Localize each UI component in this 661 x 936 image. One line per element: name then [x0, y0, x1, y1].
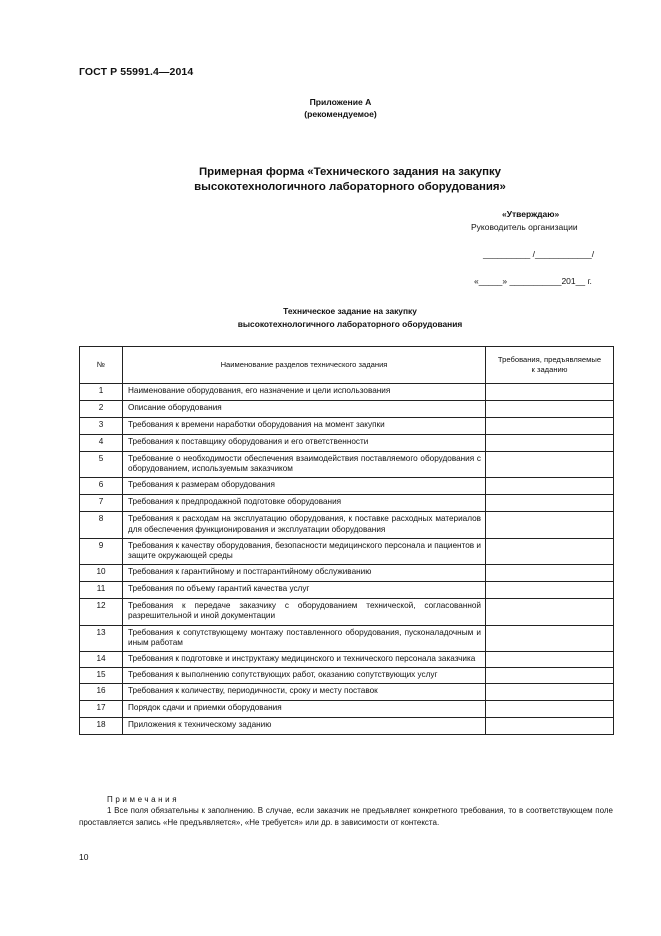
row-number: 3 — [80, 418, 123, 435]
table-row — [80, 384, 614, 401]
row-section: Наименование оборудования, его назначение и цели использования — [123, 384, 486, 401]
form-title-line-2: высокотехнологичного лабораторного оборудования» — [194, 181, 506, 193]
row-section: Требования к количеству, периодичности, сроку и месту поставок — [123, 684, 486, 701]
header-section: Наименование разделов технического задания — [123, 347, 486, 384]
row-number: 16 — [80, 684, 123, 701]
table-row — [80, 701, 614, 718]
table-row — [80, 478, 614, 495]
table-row — [80, 512, 614, 538]
form-title-line-1: Примерная форма «Технического задания на закупку — [198, 166, 502, 178]
row-number: 11 — [80, 582, 123, 599]
row-section: Требования к поставщику оборудования и его ответственности — [123, 435, 486, 452]
requirements-table — [79, 346, 614, 735]
row-number: 8 — [80, 512, 123, 538]
table-row — [80, 582, 614, 599]
row-requirements-cell[interactable] — [486, 625, 614, 651]
standard-code: ГОСТ Р 55991.4—2014 — [79, 66, 194, 78]
approval-position: Руководитель организации — [471, 222, 578, 232]
row-section: Требование о необходимости обеспечения взаимодействия поставляемого оборудования с оборудованием, используемым заказчиком — [123, 452, 486, 478]
table-row — [80, 538, 614, 564]
row-section: Порядок сдачи и приемки оборудования — [123, 701, 486, 718]
table-row — [80, 495, 614, 512]
row-number: 6 — [80, 478, 123, 495]
row-number: 1 — [80, 384, 123, 401]
row-number: 14 — [80, 652, 123, 668]
notes-heading: Примечания — [107, 795, 180, 804]
row-number: 4 — [80, 435, 123, 452]
table-row — [80, 565, 614, 582]
header-requirements-line-1: Требования, предъявляемые — [497, 355, 602, 364]
header-requirements-line-2: к заданию — [531, 365, 568, 374]
signature-line: __________ /____________/ — [483, 249, 595, 259]
row-section: Требования к выполнению сопутствующих работ, оказанию сопутствующих услуг — [123, 668, 486, 684]
row-requirements-cell[interactable] — [486, 452, 614, 478]
table-row — [80, 668, 614, 684]
approval-label: «Утверждаю» — [502, 209, 560, 219]
table-row — [80, 435, 614, 452]
table-row — [80, 718, 614, 735]
row-section: Требования к размерам оборудования — [123, 478, 486, 495]
annex-status: (рекомендуемое) — [304, 109, 377, 119]
table-row — [80, 452, 614, 478]
header-number: № — [80, 347, 123, 384]
row-number: 2 — [80, 401, 123, 418]
note-1: 1 Все поля обязательны к заполнению. В случае, если заказчик не предъявляет конкретного требования, то в соответствующем поле проставляется запись «Не предъявляется», «Не требуется» или др. в зависимости от контекста. — [79, 806, 613, 827]
header-requirements — [486, 347, 614, 384]
page-number: 10 — [79, 852, 89, 862]
row-number: 7 — [80, 495, 123, 512]
table-row — [80, 599, 614, 625]
row-section: Требования к предпродажной подготовке оборудования — [123, 495, 486, 512]
row-requirements-cell[interactable] — [486, 582, 614, 599]
row-requirements-cell[interactable] — [486, 435, 614, 452]
row-section: Требования к передаче заказчику с оборудованием технической, согласованной разрешительной и иной документации — [123, 599, 486, 625]
table-row — [80, 401, 614, 418]
row-requirements-cell[interactable] — [486, 538, 614, 564]
row-number: 9 — [80, 538, 123, 564]
row-section: Приложения к техническому заданию — [123, 718, 486, 735]
row-section: Требования к сопутствующему монтажу поставленного оборудования, пусконаладочным и иным работам — [123, 625, 486, 651]
row-number: 17 — [80, 701, 123, 718]
row-requirements-cell[interactable] — [486, 701, 614, 718]
row-requirements-cell[interactable] — [486, 384, 614, 401]
table-row — [80, 652, 614, 668]
row-number: 13 — [80, 625, 123, 651]
row-requirements-cell[interactable] — [486, 684, 614, 701]
annex-title: Приложение А — [309, 97, 372, 107]
row-number: 18 — [80, 718, 123, 735]
row-requirements-cell[interactable] — [486, 418, 614, 435]
row-number: 15 — [80, 668, 123, 684]
table-row — [80, 684, 614, 701]
row-requirements-cell[interactable] — [486, 652, 614, 668]
row-requirements-cell[interactable] — [486, 599, 614, 625]
row-number: 10 — [80, 565, 123, 582]
row-requirements-cell[interactable] — [486, 668, 614, 684]
document-title-line-2: высокотехнологичного лабораторного оборудования — [237, 319, 463, 329]
table-row — [80, 625, 614, 651]
row-requirements-cell[interactable] — [486, 718, 614, 735]
table-header-row — [80, 347, 614, 384]
row-section: Требования к качеству оборудования, безопасности медицинского персонала и пациентов и защите окружающей среды — [123, 538, 486, 564]
row-requirements-cell[interactable] — [486, 478, 614, 495]
row-section: Описание оборудования — [123, 401, 486, 418]
document-title-line-1: Техническое задание на закупку — [283, 306, 417, 316]
date-line: «_____» ___________201__ г. — [474, 276, 592, 286]
row-number: 12 — [80, 599, 123, 625]
row-section: Требования к гарантийному и постгарантийному обслуживанию — [123, 565, 486, 582]
row-number: 5 — [80, 452, 123, 478]
row-requirements-cell[interactable] — [486, 495, 614, 512]
row-requirements-cell[interactable] — [486, 401, 614, 418]
row-section: Требования к времени наработки оборудования на момент закупки — [123, 418, 486, 435]
row-section: Требования к расходам на эксплуатацию оборудования, к поставке расходных материалов для обеспечения функционирования и эксплуатации оборудования — [123, 512, 486, 538]
row-requirements-cell[interactable] — [486, 565, 614, 582]
table-row — [80, 418, 614, 435]
row-section: Требования по объему гарантий качества услуг — [123, 582, 486, 599]
row-section: Требования к подготовке и инструктажу медицинского и технического персонала заказчика — [123, 652, 486, 668]
row-requirements-cell[interactable] — [486, 512, 614, 538]
